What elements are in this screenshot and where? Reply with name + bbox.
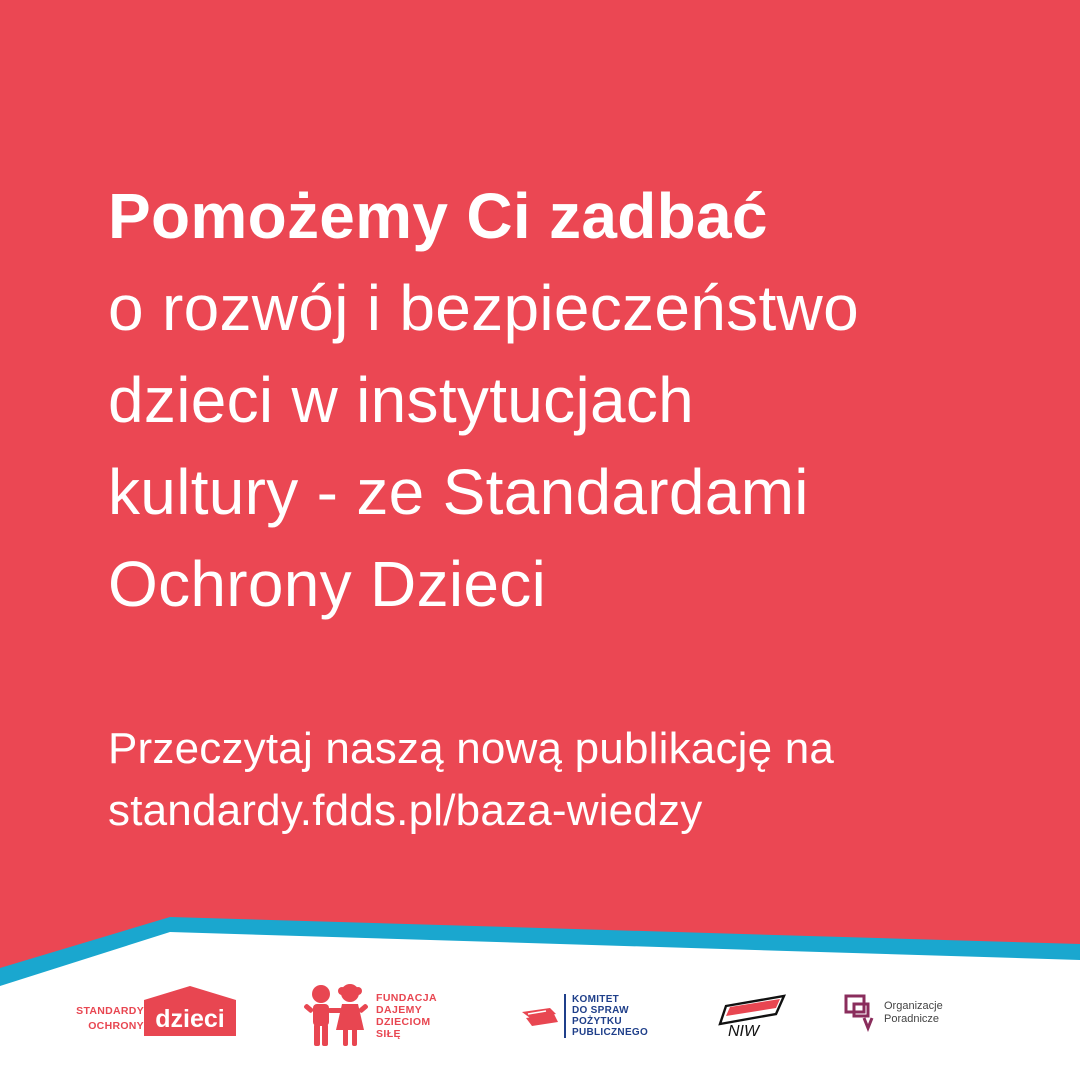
logo-standardy-text: STANDARDY OCHRONY [76, 1005, 144, 1032]
children-icon [300, 982, 370, 1048]
logo-dzieci-word: dzieci [155, 1005, 225, 1033]
logo-kpp-text: KOMITET DO SPRAW POŻYTKU PUBLICZNEGO [572, 994, 649, 1038]
logo-op-text: Organizacje Poradnicze [884, 1000, 943, 1025]
op-mark-icon [844, 992, 876, 1032]
headline-line-5: Ochrony Dzieci [108, 548, 547, 620]
headline-line-1: Pomożemy Ci zadbać [108, 180, 768, 252]
cta-link[interactable]: standardy.fdds.pl/baza-wiedzy [108, 786, 703, 835]
cta-line-1: Przeczytaj naszą nową publikację na [108, 724, 835, 773]
eagle-flag-icon [520, 1004, 560, 1030]
kpp-divider [564, 994, 566, 1038]
logo-fdds-text: FUNDACJA DAJEMY DZIECIOM SIŁĘ [376, 992, 437, 1040]
headline-line-2: o rozwój i bezpieczeństwo [108, 272, 859, 344]
niw-flag-icon [716, 992, 788, 1040]
headline-line-4: kultury - ze Standardami [108, 456, 809, 528]
svg-text:NIW: NIW [728, 1023, 760, 1040]
headline-line-3: dzieci w instytucjach [108, 364, 695, 436]
